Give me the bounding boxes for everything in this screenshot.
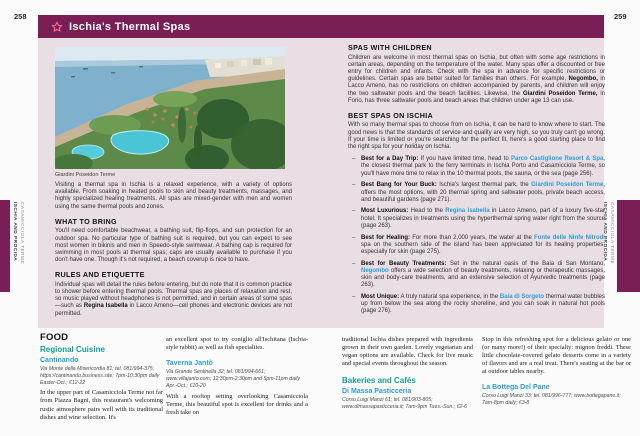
tab-chapter-label: ISCHIA AND PROCIDA xyxy=(12,202,17,262)
spa-name-link: Baia di Sorgeto xyxy=(499,293,545,300)
listing-details: Via Grande Sentinella 32; tel. 081/994-661; www.villajanto.com; 12:30pm-2:30pm and 5pm-11pm daily Apr.-Oct.; €10-20 xyxy=(166,369,300,389)
bullet-text: If you have limited time, head to xyxy=(418,156,511,163)
regional-cuisine-heading: Regional Cuisine xyxy=(40,345,105,354)
food-section-heading: FOOD xyxy=(40,332,69,343)
food-column-1 xyxy=(40,332,163,422)
bullet-text: Ischia's largest thermal park, the xyxy=(436,182,532,189)
food-column-4 xyxy=(482,332,631,410)
food-column-2 xyxy=(166,332,308,417)
listing-name-la-bottega: La Bottega Del Pane xyxy=(482,384,550,392)
chapter-tab-label-left xyxy=(11,202,25,298)
listing-details: Corso Luigi Manzi 61; tel. 081/903-805; www.dimassapasticceria.it; 7am-9pm Tues.-Sun.; €2-6 xyxy=(342,397,468,411)
bullet-lead: Best Bang for Your Buck: xyxy=(361,182,437,189)
heading-rules-etiquette: RULES AND ETIQUETTE xyxy=(55,270,145,280)
best-spas-list xyxy=(351,156,605,315)
bakeries-cafes-heading: Bakeries and Cafés xyxy=(342,376,416,386)
listing-name-cantinando: Cantinando xyxy=(40,357,79,364)
list-item xyxy=(351,294,605,316)
tab-section-label: CASAMICCIOLA TERME xyxy=(609,202,614,265)
heading-what-to-bring: WHAT TO BRING xyxy=(55,216,117,226)
listing-details: Corso Luigi Manzi 33; tel. 081/996-777; www.bottegapane.it; 7am-8pm daily; €3-8 xyxy=(482,393,621,407)
feature-left-column xyxy=(55,182,292,322)
bullet-text: spa on the southern side of the island has been appreciated for its healing properties, especially for skin (page 275). xyxy=(361,241,605,255)
list-item xyxy=(351,156,605,178)
children-text: Children are welcome in most thermal spas on Ischia, but often with some age restrictions in certain areas, depending on the temperature of the water. Many spas offer a discounted or free entry for children and infants. Check with the spa in advance for specific restrictions or guidelines. Certain spas are better suited for families than others. For example, xyxy=(348,54,605,83)
page-number-left: 258 xyxy=(14,12,27,21)
listing-body: an excellent spot to try coniglio all'Ischitana (Ischia-style rabbit) as well as fish specialties. xyxy=(166,336,308,352)
children-text: in Lacco Ameno, has no restrictions on children accompanied by parents, and children will enjoy the two saltwater pools and the beach facilities. Likewise, the xyxy=(348,76,605,97)
list-item xyxy=(351,261,605,290)
rules-text-end: in Lacco Ameno—cell phones and electronic devices are not permitted. xyxy=(55,303,292,317)
tab-section-label: CASAMICCIOLA TERME xyxy=(19,202,24,265)
star-icon xyxy=(51,21,63,33)
regina-isabella-ref: Regina Isabella xyxy=(83,303,128,310)
bullet-text: thermal water bubbles up from below the sea along the rocky shoreline, and you can soak in natural hot pools (page 276). xyxy=(361,293,606,315)
listing-details: Via Monte della Misericordia 81; tel. 081/994-375; https://cantinando.business.site; 7pm-10:30pm daily Easter-Oct.; €12-22 xyxy=(40,366,160,386)
tab-chapter-label: ISCHIA AND PROCIDA xyxy=(602,202,607,262)
best-spas-intro: With so many thermal spas to choose from on Ischia, it can be hard to know where to start. The good news is that the standards of service and quality are very high, so you truly can't go wrong. If your time is limited or you're searching for the perfect fit, here's a good starting place to find the right spa for your holiday on Ischia. xyxy=(348,122,605,151)
bullet-text: offers the most options, with 20 thermal spring and saltwater pools, private beach access, and beautiful gardens (page 271). xyxy=(361,189,605,203)
banner-title: Ischia's Thermal Spas xyxy=(69,20,191,33)
rules-text: Individual spas will detail the rules before entering, but do note that it is common practice to shower before entering thermal pools. Thermal spas are places of relaxation and rest, so music played without headphones is not permitted, and in certain areas of some spas—such as xyxy=(55,281,292,310)
chapter-tab-right xyxy=(617,200,640,292)
what-to-bring-paragraph: You'll need comfortable beachwear, a bathing suit, flip-flops, and sun protection for an outdoor spa. No particular type of bathing suit is required, but you can expect to see most women in bikinis and men in Speedo-style swimwear. A bathing cap is required for swimming in most pools at thermal spas; caps are usually available to purchase if you don't have one. Though it's not required, a beach coverup is nice to have. xyxy=(55,228,292,264)
listing-body: traditional Ischia dishes prepared with ingredients grown in their own garden. Lovely vegetarian and vegan options are available. Check for live music and special events throughout the season. xyxy=(342,336,473,368)
page-number-right: 259 xyxy=(614,12,627,21)
bullet-lead: Best for a Day Trip: xyxy=(361,156,419,163)
listing-name-di-massa: Di Massa Pasticceria xyxy=(342,388,412,396)
bullet-text: offers a wide selection of beauty treatments, relaxing or therapeutic massages, skin and body-care treatments, and an extensive selection of Ayurvedic treatments (page 263). xyxy=(361,267,605,289)
bullet-text: Head to the xyxy=(408,208,446,215)
list-item xyxy=(351,235,605,257)
chapter-tab-label-right xyxy=(601,202,615,298)
bullet-lead: Best for Healing: xyxy=(361,234,411,241)
listing-body: Stop in this refreshing spot for a delicious gelato or one (or many more!) of their specialty: mignon freddi. These little chocolate-covered gelato desserts come in a variety of flavors and are a real treat. There's seating at the bar or at outdoor tables nearby. xyxy=(482,336,631,376)
negombo-ref: Negombo, xyxy=(568,76,598,83)
list-item xyxy=(351,182,605,204)
bullet-lead: Best for Beauty Treatments: xyxy=(361,260,447,267)
spa-name-link: Negombo xyxy=(361,267,389,274)
feature-banner xyxy=(38,15,604,38)
bullet-text: in Lacco Ameno, part of a luxury five-star hotel. It specializes in treatments using the hyperthermal spring water right from the source (page 263). xyxy=(361,208,606,229)
rules-paragraph xyxy=(55,282,292,318)
spa-name-link: Parco Castiglione Resort & Spa, xyxy=(511,156,605,163)
spas-with-children-paragraph xyxy=(348,55,605,105)
children-text: in Forio, has three saltwater pools and beach areas that children under age 13 can use. xyxy=(348,90,605,104)
photo-caption: Giardini Poseidon Terme xyxy=(55,172,116,178)
spa-name-link: Regina Isabella xyxy=(445,208,490,215)
bullet-lead: Most Unique: xyxy=(361,293,400,300)
listing-body: With a rooftop setting overlooking Casamicciola Terme, this beautiful spot is excellent for drinks and a fresh take on xyxy=(166,392,308,416)
spa-name-link: Giardini Poseidon Terme, xyxy=(531,182,605,189)
feature-right-column xyxy=(348,43,605,320)
heading-best-spas: BEST SPAS ON ISCHIA xyxy=(348,110,434,120)
intro-paragraph: Visiting a thermal spa in Ischia is a relaxed experience, with a variety of options available. From soaking in heated pools to skin and beauty treatments, massages, and highly specialized healing treatments. All spas are mixed-gender with men and women using the same thermal pools and zones. xyxy=(55,182,292,210)
spa-name-link: Fonte delle Ninfe Nitrodi xyxy=(534,234,605,241)
bullet-text: For more than 2,000 years, the water at the xyxy=(410,234,535,241)
thermal-park-photo xyxy=(55,47,285,169)
bullet-text: the closest thermal park to the ferry terminals in Ischia Porto and Casamicciola Terme, so you'll have more time to relax in the 10 thermal pools, the sauna, or the sea (page 256). xyxy=(361,163,605,177)
bullet-text: A truly natural spa experience, in the xyxy=(399,293,500,300)
poseidon-ref: Giardini Poseidon Terme, xyxy=(522,90,598,97)
bullet-text: Set in the natural oasis of the Baia di San Montano, xyxy=(446,260,605,267)
listing-name-taverna-janto: Taverna Jantò xyxy=(166,360,213,368)
bullet-lead: Most Luxurious: xyxy=(361,208,409,215)
food-column-3 xyxy=(342,332,473,414)
list-item xyxy=(351,208,605,230)
listing-body: In the upper part of Casamicciola Terme not far from Piazza Bagni, this restaurant's welcoming rustic atmosphere pairs well with its traditional dishes and wine selection. It's xyxy=(40,389,163,421)
chapter-tab-left xyxy=(0,200,10,292)
heading-spas-with-children: SPAS WITH CHILDREN xyxy=(348,43,432,52)
